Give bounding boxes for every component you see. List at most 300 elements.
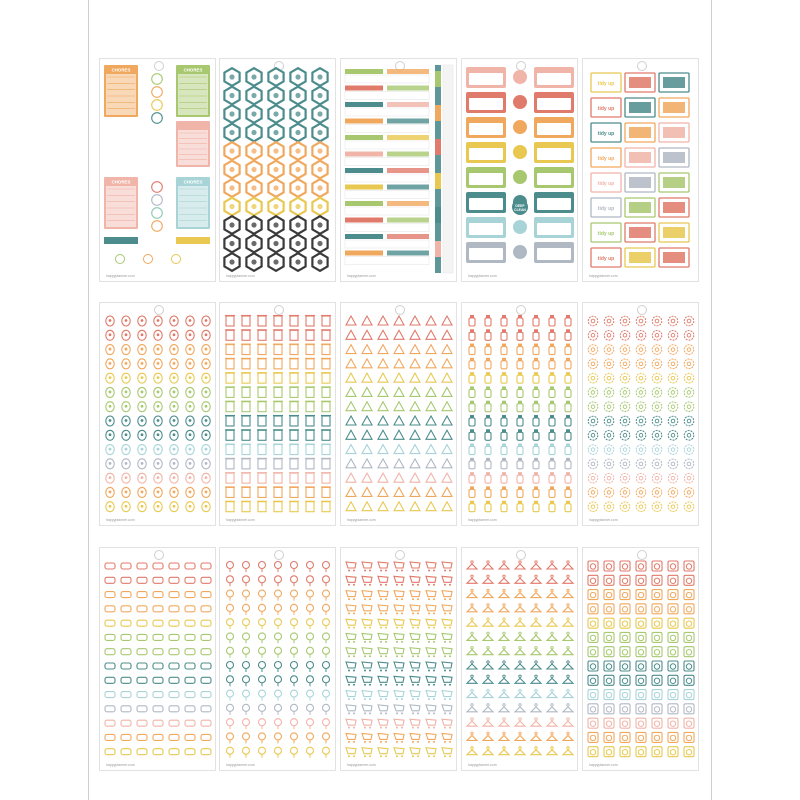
- cart-wheel: [433, 684, 435, 686]
- recycle-icon: [442, 459, 452, 468]
- spray-bottle-icon: [517, 318, 523, 326]
- round-sticker: [513, 145, 527, 159]
- hanger-hook: [551, 575, 553, 577]
- gear-hub: [687, 448, 691, 452]
- hanger-hook: [487, 575, 489, 577]
- trash-bin-icon: [258, 316, 266, 326]
- round-sticker: [152, 100, 163, 111]
- gear-hub: [623, 448, 627, 452]
- pin-dot: [189, 362, 192, 365]
- bottle-cap: [518, 386, 522, 389]
- sheet-footer: happyplanner.com: [106, 763, 135, 767]
- sheet-cart-icons: [340, 547, 457, 771]
- hanger-icon: [547, 678, 557, 683]
- bottle-cap: [550, 386, 554, 389]
- checklist-strip: [345, 86, 383, 91]
- checklist-strip: [387, 135, 429, 140]
- washer-door: [638, 750, 643, 755]
- bottle-cap: [486, 415, 490, 418]
- washer-door: [606, 650, 611, 655]
- stack-icon: [169, 620, 179, 626]
- bottle-cap: [486, 444, 490, 447]
- recycle-icon: [346, 316, 356, 325]
- spray-bottle-icon: [469, 404, 475, 412]
- hexagon-glyph: [251, 148, 256, 153]
- cart-icon: [426, 719, 436, 725]
- trash-bin-icon: [226, 416, 234, 426]
- pin-dot: [173, 405, 176, 408]
- bottle-cap: [486, 486, 490, 489]
- cart-wheel: [353, 741, 355, 743]
- gear-icon: [652, 473, 662, 483]
- trash-bin-icon: [258, 402, 266, 412]
- cart-wheel: [385, 698, 387, 700]
- flower-icon: [243, 576, 250, 583]
- cart-wheel: [428, 727, 430, 729]
- washer-door: [670, 650, 675, 655]
- gear-icon: [684, 402, 694, 412]
- checklist-strip: [387, 251, 429, 256]
- stack-icon: [121, 592, 131, 598]
- hexagon-glyph: [295, 204, 300, 209]
- flower-icon: [307, 662, 314, 669]
- trash-bin-icon: [258, 359, 266, 369]
- pin-dot: [125, 433, 128, 436]
- flower-icon: [227, 562, 234, 569]
- cart-wheel: [369, 684, 371, 686]
- spray-bottle-icon: [549, 504, 555, 512]
- stack-icon: [121, 634, 131, 640]
- hexagon-glyph: [273, 185, 278, 190]
- stack-icon: [185, 563, 195, 569]
- stack-icon: [121, 706, 131, 712]
- trash-bin-icon: [258, 330, 266, 340]
- gear-hub: [591, 376, 595, 380]
- spray-bottle-icon: [469, 432, 475, 440]
- bottle-cap: [566, 444, 570, 447]
- hanger-icon: [515, 721, 525, 726]
- pin-dot: [109, 348, 112, 351]
- pin-dot: [109, 476, 112, 479]
- spray-bottle-icon: [549, 389, 555, 397]
- washer-door: [590, 621, 595, 626]
- checklist-lines: [345, 174, 429, 182]
- spray-bottle-icon: [501, 475, 507, 483]
- washer-door: [590, 678, 595, 683]
- recycle-icon: [426, 502, 436, 511]
- cart-wheel: [428, 570, 430, 572]
- spray-bottle-icon: [533, 461, 539, 469]
- spray-bottle-icon: [485, 318, 491, 326]
- cart-icon: [442, 662, 452, 668]
- bottle-cap: [566, 429, 570, 432]
- hanger-hook: [519, 689, 521, 691]
- pin-dot: [141, 462, 144, 465]
- flower-icon: [323, 704, 330, 711]
- bottle-cap: [486, 372, 490, 375]
- flower-icon: [307, 562, 314, 569]
- hanger-hook: [519, 704, 521, 706]
- label-box-window: [469, 148, 503, 160]
- pin-dot: [141, 376, 144, 379]
- cart-wheel: [412, 598, 414, 600]
- hexagon-glyph: [251, 111, 256, 116]
- sheet-footer: happyplanner.com: [468, 763, 497, 767]
- cart-icon: [426, 748, 436, 754]
- washer-door: [670, 707, 675, 712]
- trash-bin-icon: [226, 473, 234, 483]
- stack-icon: [121, 734, 131, 740]
- hanger-icon: [483, 578, 493, 583]
- trash-bin-icon: [274, 359, 282, 369]
- sheet-flower-icons: [219, 547, 336, 771]
- trash-bin-icon: [290, 330, 298, 340]
- cart-wheel: [444, 584, 446, 586]
- hanger-hook: [471, 661, 473, 663]
- cart-wheel: [428, 755, 430, 757]
- gear-hub: [639, 319, 643, 323]
- hanger-icon: [563, 578, 573, 583]
- hexagon-glyph: [317, 167, 322, 172]
- cart-icon: [362, 676, 372, 682]
- cart-wheel: [348, 670, 350, 672]
- pin-dot: [205, 419, 208, 422]
- flower-icon: [323, 662, 330, 669]
- flower-icon: [243, 633, 250, 640]
- tidy-card-icon: [629, 227, 651, 238]
- stack-icon: [185, 577, 195, 583]
- flower-icon: [323, 633, 330, 640]
- cart-wheel: [444, 670, 446, 672]
- stack-icon: [185, 620, 195, 626]
- stack-icon: [137, 563, 147, 569]
- pin-dot: [189, 391, 192, 394]
- cart-wheel: [433, 712, 435, 714]
- hanger-icon: [515, 635, 525, 640]
- pin-dot: [189, 476, 192, 479]
- hexagon-glyph: [273, 93, 278, 98]
- washer-door: [622, 635, 627, 640]
- flower-icon: [307, 647, 314, 654]
- spray-bottle-icon: [517, 489, 523, 497]
- gear-icon: [604, 459, 614, 469]
- hanger-hook: [471, 575, 473, 577]
- flower-icon: [259, 704, 266, 711]
- cart-wheel: [353, 655, 355, 657]
- trash-bin-icon: [322, 459, 330, 469]
- tidy-up-text: tidy up: [597, 106, 615, 112]
- bottle-cap: [470, 415, 474, 418]
- hanger-icon: [531, 678, 541, 683]
- cart-wheel: [412, 755, 414, 757]
- gear-icon: [668, 316, 678, 326]
- pin-dot: [109, 505, 112, 508]
- hanger-icon: [563, 735, 573, 740]
- checklist-strip: [387, 119, 429, 124]
- cart-wheel: [401, 641, 403, 643]
- spray-bottle-icon: [469, 489, 475, 497]
- gear-hub: [607, 333, 611, 337]
- sheet-footer: happyplanner.com: [106, 274, 135, 278]
- pin-dot: [205, 462, 208, 465]
- pin-dot: [173, 476, 176, 479]
- cart-wheel: [428, 670, 430, 672]
- cart-wheel: [412, 570, 414, 572]
- hanger-hook: [471, 689, 473, 691]
- gear-icon: [668, 388, 678, 398]
- gear-hub: [687, 419, 691, 423]
- stack-icon: [153, 749, 163, 755]
- hanger-icon: [531, 650, 541, 655]
- pin-dot: [109, 362, 112, 365]
- spray-bottle-icon: [549, 432, 555, 440]
- cart-icon: [442, 591, 452, 597]
- pin-dot: [109, 405, 112, 408]
- pin-dot: [173, 362, 176, 365]
- cart-icon: [362, 576, 372, 582]
- bottle-cap: [566, 344, 570, 347]
- gear-hub: [639, 448, 643, 452]
- hanger-hook: [471, 747, 473, 749]
- sticker-art: [220, 548, 336, 771]
- cart-wheel: [369, 755, 371, 757]
- trash-bin-icon: [306, 473, 314, 483]
- stack-icon: [137, 677, 147, 683]
- trash-bin-icon: [242, 487, 250, 497]
- trash-bin-icon: [290, 345, 298, 355]
- hanger-hook: [567, 747, 569, 749]
- pin-dot: [125, 319, 128, 322]
- hanger-icon: [499, 607, 509, 612]
- gear-hub: [607, 391, 611, 395]
- checklist-lines: [345, 158, 429, 166]
- spray-bottle-icon: [517, 361, 523, 369]
- gear-hub: [607, 405, 611, 409]
- washer-door: [654, 692, 659, 697]
- pin-dot: [109, 491, 112, 494]
- cart-wheel: [353, 698, 355, 700]
- hanger-icon: [515, 750, 525, 755]
- washer-door: [686, 592, 691, 597]
- hanger-hook: [535, 632, 537, 634]
- hanger-hook: [487, 589, 489, 591]
- flower-icon: [291, 576, 298, 583]
- bottle-cap: [566, 501, 570, 504]
- cart-wheel: [353, 627, 355, 629]
- gear-icon: [636, 373, 646, 383]
- gear-icon: [668, 430, 678, 440]
- round-sticker: [513, 70, 527, 84]
- hanger-hook: [567, 647, 569, 649]
- pin-dot: [109, 391, 112, 394]
- hanger-hook: [567, 732, 569, 734]
- hexagon-glyph: [317, 130, 322, 135]
- pin-dot: [125, 419, 128, 422]
- cart-icon: [394, 562, 404, 568]
- spray-bottle-icon: [469, 318, 475, 326]
- checklist-strip: [345, 135, 383, 140]
- cart-wheel: [401, 670, 403, 672]
- chores-heading: CHORES: [183, 67, 203, 73]
- pin-dot: [125, 405, 128, 408]
- washer-door: [670, 607, 675, 612]
- gear-hub: [655, 319, 659, 323]
- cart-wheel: [449, 570, 451, 572]
- hanger-hook: [487, 689, 489, 691]
- cart-wheel: [412, 712, 414, 714]
- trash-bin-icon: [290, 502, 298, 512]
- bottle-cap: [566, 358, 570, 361]
- cart-icon: [346, 562, 356, 568]
- cart-wheel: [449, 698, 451, 700]
- cart-wheel: [385, 712, 387, 714]
- recycle-icon: [346, 502, 356, 511]
- flower-icon: [307, 576, 314, 583]
- side-tab-segment: [435, 71, 441, 87]
- cart-icon: [378, 648, 388, 654]
- trash-bin-icon: [274, 330, 282, 340]
- gear-icon: [684, 359, 694, 369]
- spray-bottle-icon: [565, 504, 571, 512]
- gear-hub: [671, 505, 675, 509]
- bottle-cap: [550, 458, 554, 461]
- label-box-window: [537, 198, 571, 210]
- cart-wheel: [417, 712, 419, 714]
- recycle-icon: [346, 359, 356, 368]
- gear-icon: [684, 488, 694, 498]
- pin-dot: [125, 348, 128, 351]
- cart-wheel: [353, 755, 355, 757]
- cart-icon: [378, 591, 388, 597]
- round-sticker: [152, 87, 163, 98]
- stack-icon: [105, 663, 115, 669]
- trash-bin-icon: [322, 330, 330, 340]
- hanger-hook: [519, 718, 521, 720]
- spray-bottle-icon: [565, 318, 571, 326]
- sheet-footer: happyplanner.com: [589, 763, 618, 767]
- recycle-icon: [426, 459, 436, 468]
- recycle-icon: [442, 416, 452, 425]
- gear-hub: [591, 476, 595, 480]
- cart-wheel: [444, 570, 446, 572]
- bottle-cap: [486, 401, 490, 404]
- cart-wheel: [353, 570, 355, 572]
- gear-icon: [604, 430, 614, 440]
- hanger-hook: [551, 604, 553, 606]
- cart-wheel: [385, 627, 387, 629]
- gear-icon: [620, 502, 630, 512]
- hexagon-glyph: [273, 74, 278, 79]
- hanger-icon: [563, 621, 573, 626]
- hexagon-glyph: [251, 74, 256, 79]
- cart-wheel: [401, 598, 403, 600]
- trash-bin-icon: [322, 345, 330, 355]
- washer-door: [686, 578, 691, 583]
- hanger-icon: [547, 664, 557, 669]
- hanger-hook: [519, 561, 521, 563]
- stack-icon: [185, 734, 195, 740]
- bottle-cap: [534, 358, 538, 361]
- gear-hub: [623, 505, 627, 509]
- cart-wheel: [401, 698, 403, 700]
- flower-icon: [227, 747, 234, 754]
- hanger-icon: [483, 650, 493, 655]
- recycle-icon: [362, 402, 372, 411]
- trash-bin-icon: [290, 316, 298, 326]
- cart-icon: [426, 591, 436, 597]
- sticker-art: [100, 59, 216, 282]
- hanger-icon: [515, 678, 525, 683]
- bottle-cap: [502, 315, 506, 318]
- hanger-hook: [551, 561, 553, 563]
- flower-icon: [227, 590, 234, 597]
- hanger-hook: [471, 647, 473, 649]
- sheet-checklist-strips: [340, 58, 457, 282]
- flower-icon: [243, 647, 250, 654]
- trash-bin-icon: [306, 373, 314, 383]
- pin-dot: [189, 376, 192, 379]
- cart-wheel: [396, 727, 398, 729]
- spray-bottle-icon: [533, 361, 539, 369]
- cart-wheel: [369, 655, 371, 657]
- gear-icon: [604, 402, 614, 412]
- cart-wheel: [385, 684, 387, 686]
- cart-wheel: [417, 727, 419, 729]
- side-tab-segment: [435, 105, 441, 121]
- stack-icon: [121, 677, 131, 683]
- washer-door: [686, 635, 691, 640]
- cart-wheel: [396, 655, 398, 657]
- round-sticker: [152, 182, 163, 193]
- pin-dot: [157, 491, 160, 494]
- bottle-cap: [566, 315, 570, 318]
- cart-wheel: [417, 612, 419, 614]
- washer-door: [606, 707, 611, 712]
- gear-hub: [655, 419, 659, 423]
- hanger-icon: [563, 707, 573, 712]
- stack-icon: [185, 649, 195, 655]
- bottle-cap: [486, 472, 490, 475]
- gear-icon: [652, 502, 662, 512]
- flower-icon: [243, 604, 250, 611]
- washer-door: [686, 707, 691, 712]
- cart-icon: [346, 748, 356, 754]
- hanger-hook: [519, 575, 521, 577]
- label-box-window: [469, 98, 503, 110]
- cart-wheel: [396, 584, 398, 586]
- bottle-cap: [502, 429, 506, 432]
- tidy-card-icon: [629, 177, 651, 188]
- stack-icon: [201, 692, 211, 698]
- trash-bin-icon: [322, 502, 330, 512]
- stack-icon: [169, 577, 179, 583]
- flower-icon: [307, 619, 314, 626]
- hanger-hook: [487, 747, 489, 749]
- gear-icon: [652, 345, 662, 355]
- pin-dot: [141, 476, 144, 479]
- recycle-icon: [426, 445, 436, 454]
- spray-bottle-icon: [517, 347, 523, 355]
- cart-wheel: [353, 584, 355, 586]
- gear-hub: [687, 319, 691, 323]
- checklist-strip: [387, 86, 429, 91]
- gear-icon: [684, 445, 694, 455]
- bottle-cap: [470, 386, 474, 389]
- tidy-up-text: tidy up: [597, 181, 615, 187]
- hexagon-glyph: [273, 204, 278, 209]
- cart-icon: [426, 676, 436, 682]
- cart-icon: [442, 733, 452, 739]
